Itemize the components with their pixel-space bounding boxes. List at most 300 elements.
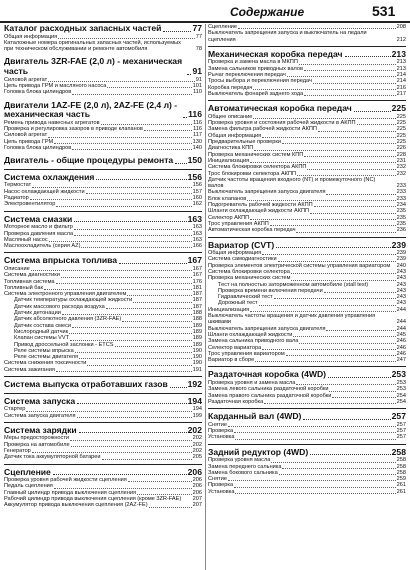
entry-page-number: 243 [396, 300, 406, 307]
entry-title: Подогреватель рабочей жидкости АКПП [208, 202, 313, 209]
toc-section [4, 252, 202, 373]
entry-page-number: 166 [192, 243, 202, 250]
toc-section [4, 101, 202, 152]
dot-leader [253, 118, 395, 119]
dot-leader [69, 333, 192, 334]
entry-title: Дорожный тест [218, 300, 258, 307]
dot-leader [30, 199, 192, 200]
entry-title: Система запуска двигателя [4, 412, 76, 419]
dot-leader [304, 95, 395, 96]
toc-entry [4, 496, 202, 502]
entry-page-number: 140 [192, 144, 202, 151]
toc-section [4, 464, 202, 509]
entry-page-number: 257 [396, 428, 406, 435]
entry-page-number: 232 [396, 170, 406, 177]
entry-title: Главный цилиндр привода выключения сцепления [4, 489, 137, 496]
dot-leader [127, 295, 191, 296]
toc-section [208, 46, 406, 97]
entry-page-number: 157 [192, 188, 202, 195]
dot-leader [318, 131, 396, 132]
section-page-number: 225 [391, 103, 406, 114]
entry-page-number: 101 [192, 82, 202, 89]
section-heading [4, 101, 202, 120]
toc-right-column [208, 24, 406, 495]
entry-page-number: 259 [396, 476, 406, 483]
entry-title: Аккумулятор привода выключения сцепления (2AZ-FE) [4, 502, 148, 509]
dot-leader [133, 302, 191, 303]
dot-leader [297, 175, 396, 176]
section-title: Двигатели 1AZ-FE (2,0 л), 2AZ-FE (2,4 л) - механическая часть [4, 99, 178, 120]
dot-leader [49, 241, 192, 242]
toc-section [4, 211, 202, 250]
entry-page-number: 160 [192, 195, 202, 202]
entry-title: Инициализация [208, 157, 250, 164]
section-heading [4, 173, 202, 183]
section-page-number: 194 [187, 395, 202, 406]
entry-page-number: 231 [396, 157, 406, 164]
entry-page-number: 117 [193, 132, 202, 139]
dot-leader [62, 314, 192, 315]
entry-page-number: 167 [192, 272, 202, 279]
section-page-number: 150 [187, 155, 202, 166]
entry-page-number: 243 [396, 294, 406, 301]
dot-leader [278, 261, 396, 262]
entry-page-number: 233 [396, 195, 406, 202]
dot-leader [115, 346, 192, 347]
entry-title: Ремень привода навесных агрегатов [4, 119, 100, 126]
entry-title: Шланги охлаждающей жидкости [208, 331, 293, 338]
toc-section [208, 366, 406, 405]
entry-page-number: 189 [192, 335, 202, 342]
dot-leader [75, 352, 192, 353]
section-title: Механическая коробка передач [208, 48, 343, 59]
dot-leader [44, 289, 192, 290]
dot-leader [250, 311, 396, 312]
entry-title: Трос управления вариатором [208, 350, 285, 357]
toc-section [208, 24, 406, 43]
entry-page-number: 225 [396, 120, 406, 127]
toc-section [4, 393, 202, 419]
entry-page-number: 235 [396, 220, 406, 227]
section-heading [4, 24, 202, 34]
entry-title: Термостат [4, 182, 32, 189]
dot-leader [262, 254, 395, 255]
toc-entry [4, 201, 202, 207]
entry-page-number: 233 [396, 183, 406, 190]
entry-title: Проверка уровня масла [208, 457, 271, 464]
entry-page-number: 189 [192, 322, 202, 329]
section-heading [4, 468, 202, 478]
dot-leader [345, 56, 391, 57]
entry-title: Проверка уровня рабочей жидкости сцепления [4, 477, 127, 484]
entry-page-number: 187 [192, 303, 202, 310]
entry-title: Выключатель частоты вращения и датчик давления управления шкивами [208, 313, 376, 326]
dot-leader [276, 247, 390, 248]
dot-leader [70, 440, 192, 441]
entry-page-number: 163 [192, 230, 202, 237]
entry-page-number: 228 [396, 151, 406, 158]
dot-leader [310, 454, 390, 455]
toc-entry [208, 434, 406, 440]
dot-leader [296, 232, 395, 233]
entry-page-number: 205 [192, 454, 202, 461]
dot-leader [228, 426, 396, 427]
entry-page-number: 213 [396, 65, 406, 72]
toc-entry [208, 313, 406, 326]
entry-title: Селектор вариатора [208, 344, 262, 351]
entry-page-number: 188 [192, 310, 202, 317]
dot-leader [274, 298, 396, 299]
entry-title: Проверка [208, 428, 234, 435]
section-page-number: 258 [391, 446, 406, 457]
section-page-number: 167 [187, 255, 202, 266]
entry-title: Цепь привода ГРМ [4, 138, 54, 145]
entry-page-number: 110 [193, 89, 202, 96]
section-page-number: 213 [391, 48, 406, 59]
section-title: Система впрыска топлива [4, 255, 118, 266]
section-heading [4, 57, 202, 76]
dot-leader [72, 149, 191, 150]
section-heading [4, 215, 202, 225]
entry-page-number: 239 [396, 250, 406, 257]
entry-title: Датчик детонации [14, 310, 61, 317]
entry-page-number: 243 [396, 287, 406, 294]
entry-title: Педаль сцепления [4, 483, 53, 490]
entry-title: Общая информация [4, 33, 58, 40]
entry-page-number: 191 [192, 366, 202, 373]
entry-page-number: 199 [192, 412, 202, 419]
entry-title: Датчик частоты вращения входного (NT) и промежуточного (NC) валов [208, 176, 376, 190]
dot-leader [287, 76, 396, 77]
entry-page-number: 225 [396, 126, 406, 133]
section-title: Система выпуска отработавших газов [4, 379, 168, 390]
entry-page-number: 254 [396, 398, 406, 405]
dot-leader [238, 28, 396, 29]
dot-leader [56, 371, 192, 372]
entry-page-number: 232 [396, 164, 406, 171]
entry-page-number: 233 [396, 189, 406, 196]
entry-page-number: 78 [195, 46, 202, 53]
entry-page-number: 116 [193, 126, 202, 133]
entry-title: Выключатель фонарей заднего хода [208, 90, 304, 97]
entry-title: Шланги охлаждающей жидкости АКПП [208, 208, 309, 215]
entry-title: Проверка уровня и состояния рабочей жидкости в АКПП [208, 120, 356, 127]
toc-entry [4, 367, 202, 373]
toc-section [208, 444, 406, 495]
section-page-number: 116 [188, 109, 202, 120]
dot-leader [101, 124, 193, 125]
entry-page-number: 181 [192, 284, 202, 291]
dot-leader [326, 330, 395, 331]
entry-page-number: 235 [396, 208, 406, 215]
dot-leader [291, 273, 396, 274]
entry-page-number: 190 [192, 354, 202, 361]
dot-leader [299, 343, 395, 344]
toc-entry [208, 263, 406, 269]
dot-leader [264, 403, 395, 404]
column-divider [205, 24, 206, 570]
dot-leader [77, 417, 192, 418]
dot-leader [54, 488, 192, 489]
entry-title: Датчик абсолютного давления (3ZR-FAE) [14, 316, 122, 323]
toc-section [4, 376, 202, 390]
entry-page-number: 261 [396, 482, 406, 489]
entry-title: Датчик температуры охлаждающей жидкости [14, 297, 133, 304]
entry-title: Датчик состава смеси [14, 322, 72, 329]
entry-page-number: 212 [396, 36, 406, 43]
entry-page-number: 194 [192, 406, 202, 413]
entry-page-number: 187 [192, 297, 202, 304]
dot-leader [74, 229, 192, 230]
entry-page-number: 235 [396, 214, 406, 221]
section-page-number: 77 [192, 23, 202, 33]
entry-page-number: 189 [192, 341, 202, 348]
dot-leader [282, 468, 395, 469]
entry-title: Замена правого сальника раздаточной коробки [208, 392, 332, 399]
entry-title: Установка [208, 434, 235, 441]
entry-page-number: 246 [396, 350, 406, 357]
dot-leader [128, 481, 192, 482]
section-page-number: 257 [391, 411, 406, 422]
entry-title: Проверка уровня и замена масла [208, 380, 296, 387]
dot-leader [107, 87, 191, 88]
entry-title: Маслоохладитель (серия AZ) [4, 243, 81, 250]
toc-entry [208, 30, 406, 43]
dot-leader [234, 487, 396, 488]
entry-title: Общая информация [208, 132, 262, 139]
entry-page-number: 213 [396, 59, 406, 66]
entry-title: Блок клапанов [208, 195, 247, 202]
section-heading [4, 156, 202, 166]
entry-title: Замена фильтра рабочей жидкости АКПП [208, 126, 317, 133]
entry-title: Топливная система [4, 278, 55, 285]
entry-page-number: 253 [396, 386, 406, 393]
entry-title: Система самодиагностики [208, 256, 277, 263]
entry-title: Меры предосторожности [4, 435, 70, 442]
dot-leader [102, 459, 192, 460]
entry-page-number: 245 [396, 331, 406, 338]
entry-title: Выключатель запрещения запуска двигателя [208, 325, 326, 332]
dot-leader [163, 31, 191, 32]
entry-title: Система блокировки селектора АКПП [208, 164, 307, 171]
dot-leader [122, 321, 191, 322]
section-page-number: 156 [187, 171, 202, 182]
dot-leader [170, 387, 187, 388]
entry-page-number: 188 [192, 316, 202, 323]
entry-title: Проверка элементов электрической системы управления вариатором [208, 262, 391, 269]
toc-entry [4, 145, 202, 151]
dot-leader [96, 179, 186, 180]
dot-leader [255, 361, 395, 362]
dot-leader [253, 89, 395, 90]
toc-section [4, 422, 202, 461]
toc-section [4, 57, 202, 95]
dot-leader [314, 206, 396, 207]
entry-title: Насос охлаждающей жидкости [4, 188, 85, 195]
entry-title: Система зажигания [4, 366, 55, 373]
dot-leader [262, 137, 395, 138]
dot-leader [72, 327, 192, 328]
page-number: 531 [372, 3, 396, 19]
entry-page-number: 206 [192, 477, 202, 484]
dot-leader [235, 439, 395, 440]
dot-leader [324, 292, 396, 293]
dot-leader [282, 143, 396, 144]
section-title: Система смазки [4, 213, 73, 224]
entry-page-number: 176 [192, 278, 202, 285]
toc-entry [4, 413, 202, 419]
toc-entry [4, 502, 202, 508]
dot-leader [357, 124, 396, 125]
entry-page-number: 189 [192, 328, 202, 335]
section-title: Карданный вал (4WD) [208, 411, 302, 422]
toc-entry [208, 357, 406, 363]
entry-page-number: 167 [192, 265, 202, 272]
entry-page-number: 236 [396, 227, 406, 234]
entry-page-number: 257 [396, 421, 406, 428]
entry-title: Проверка времени включения передачи [218, 287, 323, 294]
entry-title: Проверка механических систем [208, 275, 291, 282]
section-title: Двигатель 3ZR-FAE (2,0 л) - механическая часть [4, 56, 183, 77]
toc-entry [4, 89, 202, 95]
dot-leader [48, 81, 195, 82]
dot-leader [79, 432, 187, 433]
entry-page-number: 202 [192, 448, 202, 454]
entry-page-number: 163 [192, 236, 202, 243]
toc-section [4, 169, 202, 208]
section-title: Система охлаждения [4, 171, 95, 182]
entry-page-number: 234 [396, 202, 406, 209]
dot-leader [77, 403, 187, 404]
dot-leader [332, 397, 395, 398]
entry-title: Проверка [208, 482, 234, 489]
entry-title: Тест на полностью заторможенном автомобиле (stall test) [218, 281, 369, 288]
entry-page-number: 243 [396, 275, 406, 282]
dot-leader [61, 277, 192, 278]
entry-title: Система блокировки селектора [208, 268, 290, 275]
dot-leader [270, 225, 396, 226]
toc-entry [4, 243, 202, 249]
entry-title: Электровентилятор [4, 201, 56, 208]
dot-leader [26, 411, 191, 412]
entry-page-number: 130 [192, 138, 202, 145]
dot-leader [235, 493, 395, 494]
entry-title: Привод дроссельной заслонки - ETCS [14, 341, 114, 348]
entry-page-number: 202 [192, 435, 202, 442]
entry-page-number: 247 [396, 357, 406, 364]
dot-leader [303, 419, 390, 420]
entry-page-number: 257 [396, 434, 406, 441]
toc-entry [208, 227, 406, 233]
entry-title: Система электронного управления двигателем [4, 291, 127, 298]
entry-page-number: 208 [396, 24, 406, 30]
entry-title: Замена левого сальника раздаточной коробки [208, 386, 329, 393]
entry-page-number: 261 [396, 488, 406, 495]
dot-leader [326, 194, 395, 195]
dot-leader [70, 340, 192, 341]
entry-title: Силовой агрегат [4, 76, 48, 83]
entry-page-number: 163 [192, 224, 202, 231]
dot-leader [79, 358, 192, 359]
section-page-number: 253 [391, 369, 406, 380]
section-heading [4, 380, 202, 390]
dot-leader [313, 83, 396, 84]
section-page-number: 192 [187, 379, 202, 390]
entry-page-number: 243 [396, 281, 406, 288]
entry-page-number: 258 [396, 457, 406, 464]
entry-title: Общее описание [208, 113, 253, 120]
entry-title: Трос блокировки селектора АКПП [208, 170, 296, 177]
entry-page-number: 244 [396, 319, 406, 326]
entry-page-number: 258 [396, 463, 406, 470]
dot-leader [259, 305, 396, 306]
entry-title: Головка блока цилиндров [4, 89, 72, 96]
entry-page-number: 225 [396, 113, 406, 120]
dot-leader [48, 137, 192, 138]
section-page-number: 239 [391, 239, 406, 250]
dot-leader [149, 507, 192, 508]
section-title: Раздаточная коробка (4WD) [208, 369, 327, 380]
toc-entry [208, 177, 406, 190]
entry-page-number: 187 [192, 291, 202, 298]
dot-leader [291, 280, 395, 281]
entry-title: Рабочий цилиндр привода выключения сцепления (кроме 3ZR-FAE) [4, 496, 182, 503]
entry-page-number: 246 [396, 338, 406, 345]
entry-page-number: 207 [192, 496, 202, 503]
section-title: Задний редуктор (4WD) [208, 446, 309, 457]
dot-leader [56, 283, 192, 284]
entry-title: Датчик массового расхода воздуха [14, 303, 105, 310]
toc-entry [4, 40, 202, 53]
toc-left-column [4, 24, 202, 509]
dot-leader [106, 308, 192, 309]
dot-leader [137, 494, 192, 495]
section-page-number: 163 [187, 213, 202, 224]
toc-section [208, 100, 406, 233]
section-heading [208, 370, 406, 380]
dot-leader [53, 474, 187, 475]
entry-page-number: 226 [396, 145, 406, 152]
entry-title: Кислородный датчик [14, 328, 69, 335]
section-title: Система зарядки [4, 424, 77, 435]
entry-title: Проверка на автомобиле [4, 441, 70, 448]
entry-title: Предварительные проверки [208, 139, 281, 146]
entry-title: Проверка и замена масла в МКПП [208, 59, 298, 66]
section-heading [208, 104, 406, 114]
dot-leader [32, 187, 192, 188]
entry-page-number: 207 [192, 502, 202, 509]
dot-leader [228, 480, 396, 481]
entry-title: Радиатор [4, 195, 29, 202]
entry-page-number: 244 [396, 325, 406, 332]
entry-title: Селектор АКПП [208, 214, 250, 221]
toc-entry [208, 282, 406, 288]
toc-entry [4, 454, 202, 460]
dot-leader [234, 432, 396, 433]
entry-title: Снятие [208, 421, 227, 428]
entry-title: Замена сальника приводного вала [208, 338, 299, 345]
section-heading [208, 448, 406, 458]
dot-leader [310, 213, 396, 214]
section-heading [208, 412, 406, 422]
entry-title: Замена бокового сальника [208, 469, 278, 476]
entry-title: Проверка и регулировка зазоров в приводе клапанов [4, 126, 143, 133]
section-heading [208, 241, 406, 251]
entry-title: Тросы выбора и переключения передач [208, 78, 312, 85]
entry-title: Описание [4, 265, 30, 272]
entry-title: Реле системы впрыска [14, 347, 74, 354]
entry-page-number: 116 [193, 119, 202, 126]
